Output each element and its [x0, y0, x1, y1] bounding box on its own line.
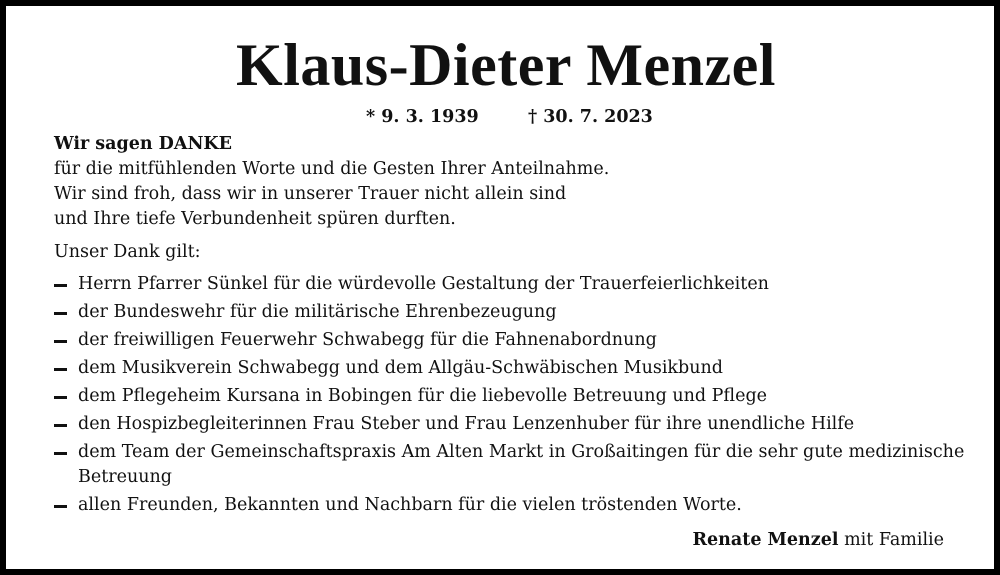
birth-date: * 9. 3. 1939 — [366, 107, 479, 127]
list-item — [54, 493, 974, 518]
thanks-line-3: und Ihre tiefe Verbundenheit spüren durften. — [54, 209, 456, 229]
dash-bullet — [54, 396, 67, 399]
list-item-text: dem Team der Gemeinschaftspraxis Am Alten Markt in Großaitingen für die sehr gute medizinische Betreuung — [78, 442, 965, 487]
thanks-heading: Wir sagen DANKE — [54, 134, 232, 154]
signature-suffix: mit Familie — [844, 530, 944, 550]
list-item-text: dem Musikverein Schwabegg und dem Allgäu-Schwäbischen Musikbund — [78, 358, 723, 378]
list-item-text: dem Pflegeheim Kursana in Bobingen für die liebevolle Betreuung und Pflege — [78, 386, 768, 406]
dash-bullet — [54, 340, 67, 343]
thanks-intro: Unser Dank gilt: — [54, 242, 201, 262]
death-date: † 30. 7. 2023 — [528, 107, 653, 127]
list-item — [54, 272, 974, 297]
list-item — [54, 356, 974, 381]
dash-bullet — [54, 452, 67, 455]
signature-name: Renate Menzel — [692, 530, 839, 550]
list-item — [54, 384, 974, 409]
list-item-text: der Bundeswehr für die militärische Ehrenbezeugung — [78, 302, 557, 322]
dash-bullet — [54, 312, 67, 315]
dash-bullet — [54, 284, 67, 287]
deceased-name: Klaus-Dieter Menzel — [236, 32, 776, 98]
list-item — [54, 328, 974, 353]
list-item — [54, 412, 974, 437]
dash-bullet — [54, 505, 67, 508]
list-item-text: den Hospizbegleiterinnen Frau Steber und Frau Lenzenhuber für ihre unendliche Hilfe — [78, 414, 855, 434]
thanks-line-1: für die mitfühlenden Worte und die Gesten Ihrer Anteilnahme. — [54, 159, 610, 179]
list-item-text: allen Freunden, Bekannten und Nachbarn für die vielen tröstenden Worte. — [78, 495, 742, 515]
list-item-text: der freiwilligen Feuerwehr Schwabegg für die Fahnenabordnung — [78, 330, 657, 350]
signature — [693, 528, 945, 553]
dash-bullet — [54, 368, 67, 371]
list-item-text: Herrn Pfarrer Sünkel für die würdevolle Gestaltung der Trauerfeierlichkeiten — [78, 274, 769, 294]
dash-bullet — [54, 424, 67, 427]
life-dates — [366, 104, 666, 130]
list-item — [54, 300, 974, 325]
thanks-line-2: Wir sind froh, dass wir in unserer Trauer nicht allein sind — [54, 184, 567, 204]
list-item — [54, 440, 974, 490]
thanks-list — [54, 272, 974, 521]
